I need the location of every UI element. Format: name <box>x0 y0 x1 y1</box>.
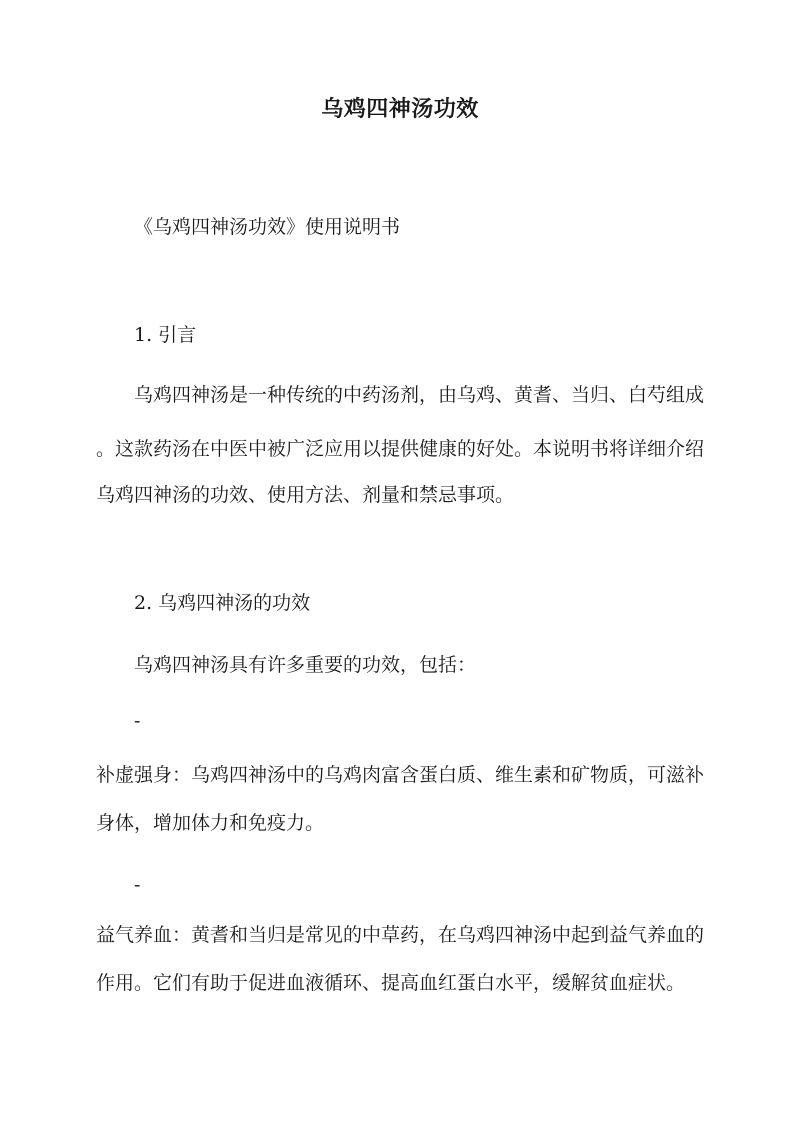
bullet-marker: - <box>134 874 141 896</box>
bullet-marker: - <box>134 710 141 732</box>
document-subtitle: 《乌鸡四神汤功效》使用说明书 <box>134 216 401 238</box>
section-heading-intro: 1. 引言 <box>134 324 197 346</box>
paragraph-line: 。这款药汤在中医中被广泛应用以提供健康的好处。本说明书将详细介绍 <box>96 438 705 460</box>
bullet-line: 身体，增加体力和免疫力。 <box>96 812 325 834</box>
bullet-line: 作用。它们有助于促进血液循环、提高血红蛋白水平，缓解贫血症状。 <box>96 972 686 994</box>
document-title: 乌鸡四神汤功效 <box>321 96 479 122</box>
paragraph-line: 乌鸡四神汤的功效、使用方法、剂量和禁忌事项。 <box>96 484 515 506</box>
bullet-line: 补虚强身：乌鸡四神汤中的乌鸡肉富含蛋白质、维生素和矿物质，可滋补 <box>96 764 705 786</box>
bullet-line: 益气养血：黄耆和当归是常见的中草药，在乌鸡四神汤中起到益气养血的 <box>96 924 705 946</box>
paragraph-line: 乌鸡四神汤是一种传统的中药汤剂，由乌鸡、黄耆、当归、白芍组成 <box>134 384 705 406</box>
section-intro: 乌鸡四神汤具有许多重要的功效，包括： <box>134 654 477 676</box>
section-heading-effects: 2. 乌鸡四神汤的功效 <box>134 592 311 614</box>
